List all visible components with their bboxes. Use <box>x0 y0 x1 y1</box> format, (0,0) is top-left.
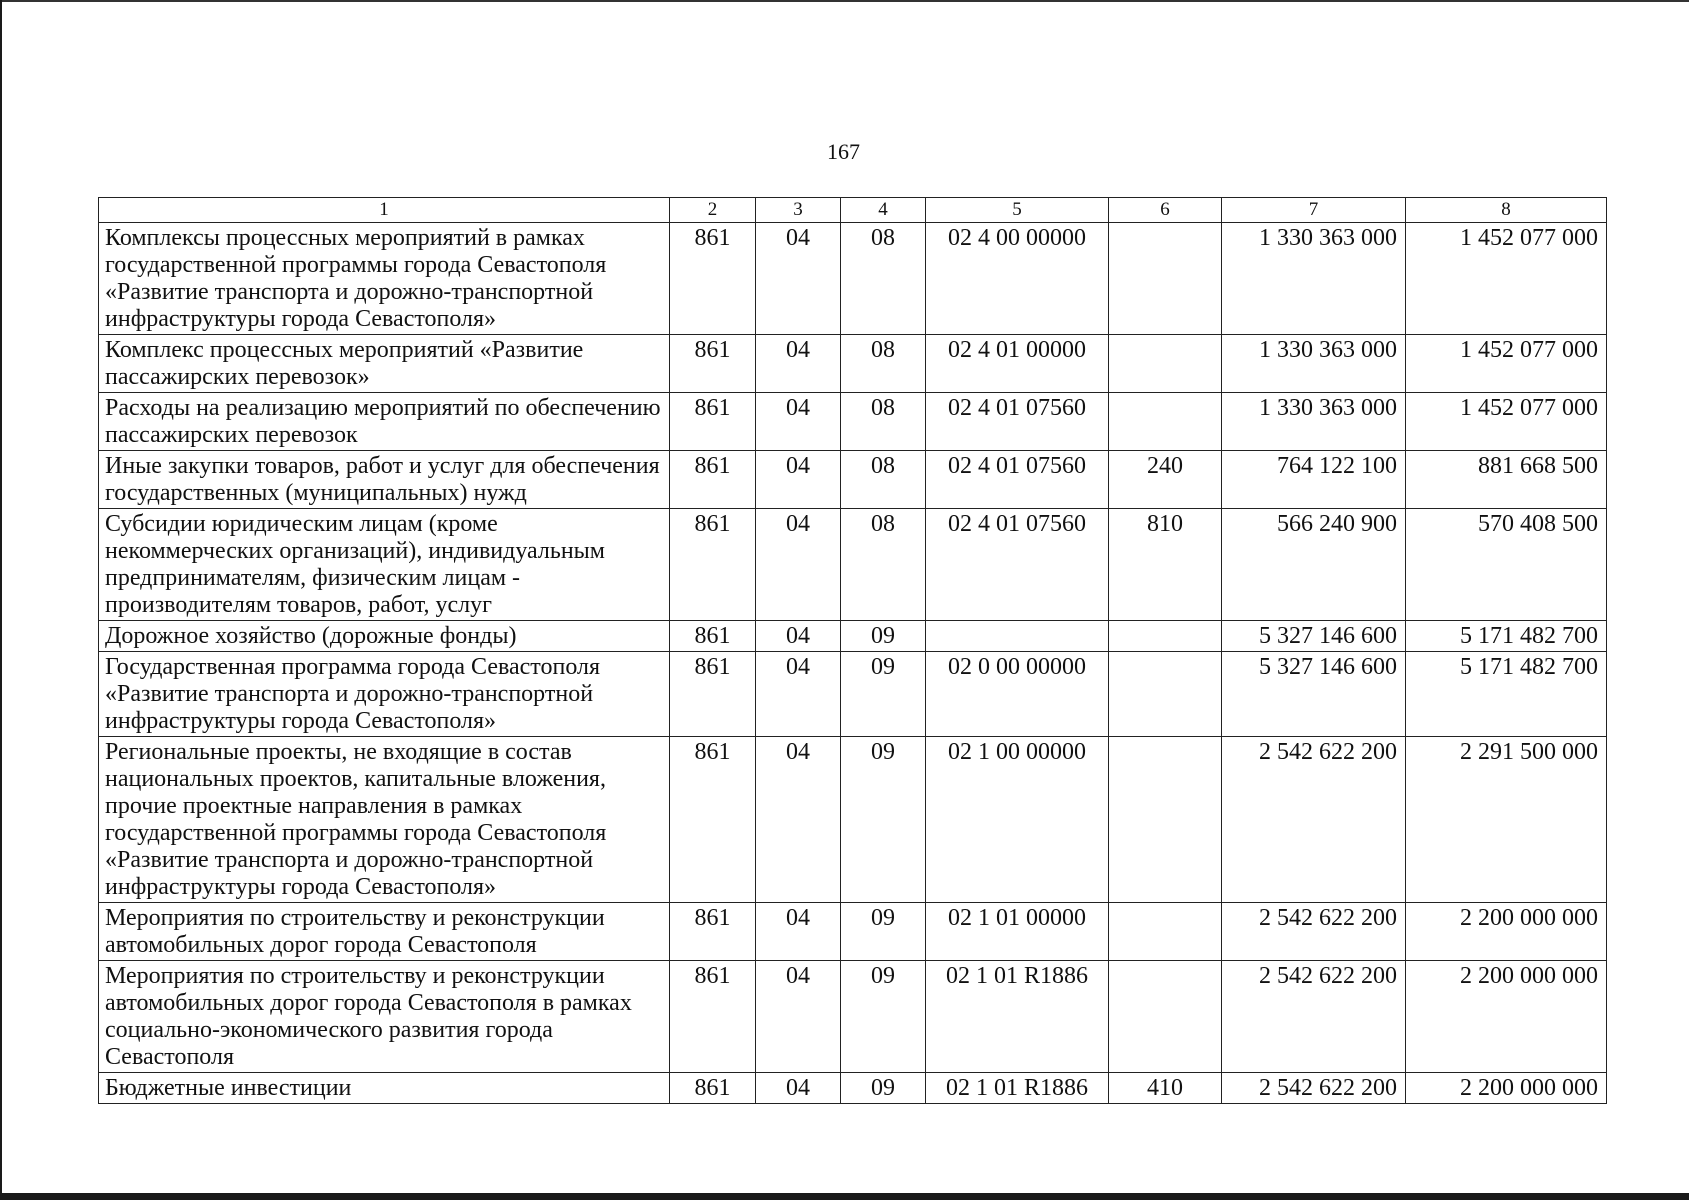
row-subsection-cell: 08 <box>841 223 926 335</box>
row-amount-year2-cell: 2 291 500 000 <box>1406 737 1607 903</box>
row-amount-year2-cell: 1 452 077 000 <box>1406 335 1607 393</box>
row-section-cell: 04 <box>756 903 841 961</box>
row-expense-type-cell <box>1109 737 1222 903</box>
row-target-article-cell: 02 4 00 00000 <box>926 223 1109 335</box>
row-amount-year2-cell: 881 668 500 <box>1406 451 1607 509</box>
row-subsection-cell: 08 <box>841 335 926 393</box>
row-name-cell: Дорожное хозяйство (дорожные фонды) <box>99 621 670 652</box>
row-expense-type-cell <box>1109 903 1222 961</box>
row-section-cell: 04 <box>756 223 841 335</box>
row-grbs-cell: 861 <box>670 903 756 961</box>
row-target-article-cell: 02 4 01 07560 <box>926 509 1109 621</box>
row-expense-type-cell: 810 <box>1109 509 1222 621</box>
row-amount-year2-cell: 5 171 482 700 <box>1406 652 1607 737</box>
row-amount-year1-cell: 2 542 622 200 <box>1222 737 1406 903</box>
row-amount-year1-cell: 2 542 622 200 <box>1222 903 1406 961</box>
row-amount-year2-cell: 2 200 000 000 <box>1406 1073 1607 1104</box>
row-amount-year1-cell: 1 330 363 000 <box>1222 393 1406 451</box>
table-row <box>99 393 1607 451</box>
row-subsection-cell: 08 <box>841 509 926 621</box>
row-expense-type-cell <box>1109 961 1222 1073</box>
row-amount-year1-cell: 1 330 363 000 <box>1222 335 1406 393</box>
row-grbs-cell: 861 <box>670 451 756 509</box>
row-subsection-cell: 09 <box>841 961 926 1073</box>
table-row <box>99 223 1607 335</box>
row-name-cell: Комплекс процессных мероприятий «Развитие пассажирских перевозок» <box>99 335 670 393</box>
row-name-cell: Мероприятия по строительству и реконструкции автомобильных дорог города Севастополя <box>99 903 670 961</box>
row-expense-type-cell <box>1109 621 1222 652</box>
row-amount-year2-cell: 1 452 077 000 <box>1406 223 1607 335</box>
row-grbs-cell: 861 <box>670 652 756 737</box>
row-target-article-cell: 02 4 01 00000 <box>926 335 1109 393</box>
row-grbs-cell: 861 <box>670 737 756 903</box>
row-expense-type-cell <box>1109 652 1222 737</box>
row-amount-year2-cell: 5 171 482 700 <box>1406 621 1607 652</box>
row-amount-year1-cell: 2 542 622 200 <box>1222 961 1406 1073</box>
page-number: 167 <box>827 139 860 164</box>
row-name-cell: Государственная программа города Севастополя «Развитие транспорта и дорожно-транспортной инфраструктуры города Севастополя» <box>99 652 670 737</box>
row-expense-type-cell <box>1109 223 1222 335</box>
budget-table <box>98 197 1607 1104</box>
row-name-cell: Субсидии юридическим лицам (кроме некоммерческих организаций), индивидуальным предпринимателям, физическим лицам - производителям товаров, работ, услуг <box>99 509 670 621</box>
row-grbs-cell: 861 <box>670 393 756 451</box>
row-amount-year1-cell: 2 542 622 200 <box>1222 1073 1406 1104</box>
row-subsection-cell: 09 <box>841 652 926 737</box>
row-section-cell: 04 <box>756 393 841 451</box>
row-amount-year1-cell: 1 330 363 000 <box>1222 223 1406 335</box>
header-cell-1: 1 <box>99 198 670 223</box>
row-subsection-cell: 08 <box>841 451 926 509</box>
header-cell-8: 8 <box>1406 198 1607 223</box>
row-expense-type-cell: 410 <box>1109 1073 1222 1104</box>
table-row <box>99 621 1607 652</box>
row-section-cell: 04 <box>756 335 841 393</box>
row-expense-type-cell <box>1109 335 1222 393</box>
row-subsection-cell: 09 <box>841 1073 926 1104</box>
row-grbs-cell: 861 <box>670 1073 756 1104</box>
table-row <box>99 903 1607 961</box>
row-subsection-cell: 08 <box>841 393 926 451</box>
table-row <box>99 1073 1607 1104</box>
header-row <box>99 198 1607 223</box>
row-subsection-cell: 09 <box>841 621 926 652</box>
row-name-cell: Расходы на реализацию мероприятий по обеспечению пассажирских перевозок <box>99 393 670 451</box>
row-name-cell: Бюджетные инвестиции <box>99 1073 670 1104</box>
header-cell-7: 7 <box>1222 198 1406 223</box>
row-amount-year1-cell: 764 122 100 <box>1222 451 1406 509</box>
row-grbs-cell: 861 <box>670 509 756 621</box>
row-target-article-cell: 02 1 01 R1886 <box>926 1073 1109 1104</box>
row-target-article-cell: 02 1 01 00000 <box>926 903 1109 961</box>
row-section-cell: 04 <box>756 621 841 652</box>
row-section-cell: 04 <box>756 1073 841 1104</box>
row-section-cell: 04 <box>756 737 841 903</box>
row-name-cell: Иные закупки товаров, работ и услуг для обеспечения государственных (муниципальных) нужд <box>99 451 670 509</box>
table-row <box>99 961 1607 1073</box>
table-row <box>99 509 1607 621</box>
row-target-article-cell: 02 0 00 00000 <box>926 652 1109 737</box>
row-target-article-cell: 02 4 01 07560 <box>926 451 1109 509</box>
row-name-cell: Комплексы процессных мероприятий в рамках государственной программы города Севастополя «Развитие транспорта и дорожно-транспортной инфраструктуры города Севастополя» <box>99 223 670 335</box>
row-target-article-cell: 02 4 01 07560 <box>926 393 1109 451</box>
row-target-article-cell: 02 1 00 00000 <box>926 737 1109 903</box>
scan-bottom-edge <box>0 1193 1689 1200</box>
row-section-cell: 04 <box>756 961 841 1073</box>
row-section-cell: 04 <box>756 451 841 509</box>
table-row <box>99 652 1607 737</box>
table-row <box>99 451 1607 509</box>
row-name-cell: Мероприятия по строительству и реконструкции автомобильных дорог города Севастополя в рамках социально-экономического развития города Севастополя <box>99 961 670 1073</box>
table-row <box>99 737 1607 903</box>
row-subsection-cell: 09 <box>841 903 926 961</box>
row-amount-year1-cell: 5 327 146 600 <box>1222 652 1406 737</box>
row-amount-year2-cell: 570 408 500 <box>1406 509 1607 621</box>
row-name-cell: Региональные проекты, не входящие в состав национальных проектов, капитальные вложения, прочие проектные направления в рамках государственной программы города Севастополя «Развитие транспорта и дорожно-транспортной инфраструктуры города Севастополя» <box>99 737 670 903</box>
header-cell-5: 5 <box>926 198 1109 223</box>
row-section-cell: 04 <box>756 652 841 737</box>
scan-top-edge <box>0 0 1689 2</box>
row-target-article-cell: 02 1 01 R1886 <box>926 961 1109 1073</box>
header-cell-4: 4 <box>841 198 926 223</box>
row-amount-year2-cell: 1 452 077 000 <box>1406 393 1607 451</box>
row-target-article-cell <box>926 621 1109 652</box>
row-subsection-cell: 09 <box>841 737 926 903</box>
row-amount-year2-cell: 2 200 000 000 <box>1406 961 1607 1073</box>
row-grbs-cell: 861 <box>670 223 756 335</box>
row-amount-year2-cell: 2 200 000 000 <box>1406 903 1607 961</box>
header-cell-3: 3 <box>756 198 841 223</box>
row-grbs-cell: 861 <box>670 621 756 652</box>
table-row <box>99 335 1607 393</box>
row-section-cell: 04 <box>756 509 841 621</box>
header-cell-6: 6 <box>1109 198 1222 223</box>
row-amount-year1-cell: 5 327 146 600 <box>1222 621 1406 652</box>
row-grbs-cell: 861 <box>670 961 756 1073</box>
row-amount-year1-cell: 566 240 900 <box>1222 509 1406 621</box>
scan-left-edge <box>0 0 2 1200</box>
header-cell-2: 2 <box>670 198 756 223</box>
row-grbs-cell: 861 <box>670 335 756 393</box>
row-expense-type-cell <box>1109 393 1222 451</box>
row-expense-type-cell: 240 <box>1109 451 1222 509</box>
